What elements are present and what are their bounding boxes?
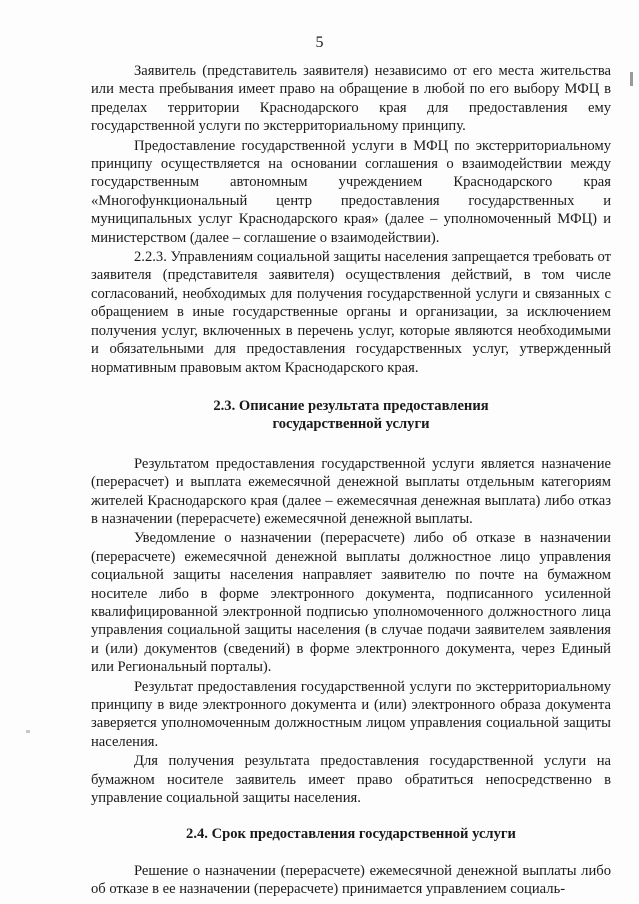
scan-edge-mark <box>630 72 633 86</box>
paragraph-decision: Решение о назначении (перерасчете) ежемесячной денежной выплаты либо об отказе в ее назначении (перерасчете) принимается управлением социаль- <box>91 862 611 898</box>
paragraph-2-2-3: 2.2.3. Управлениям социальной защиты населения запрещается требовать от заявителя (представителя заявителя) осуществления действий, в том числе согласований, необходимых для получения государственной услуги и связанных с обращением в иные государственные органы и организации, за исключением получения услуг, включенных в перечень услуг, которые являются необходимыми и обязательными для предоставления государственных услуг, утвержденный нормативным правовым актом Краснодарского края. <box>91 249 611 376</box>
paragraph-extraterritorial-right: Заявитель (представитель заявителя) независимо от его места жительства или места пребывания имеет право на обращение в любой по его выбору МФЦ в пределах территории Краснодарского края для предоставления ему государственной услуги по экстерриториальному принципу. <box>91 63 611 135</box>
paragraph-paper-result: Для получения результата предоставления государственной услуги на бумажном носителе заявитель имеет право обратиться непосредственно в управление социальной защиты населения. <box>91 753 611 807</box>
page-number: 5 <box>315 34 324 51</box>
section-heading-2-3-line2: государственной услуги <box>272 416 430 433</box>
paragraph-extraterritorial-agreement: Предоставление государственной услуги в МФЦ по экстерриториальному принципу осуществляется на основании соглашения о взаимодействии между государственным автономным учреждением Краснодарского края «Многофункциональный центр предоставления государственных и муниципальных услуг Краснодарского края» (далее – уполномоченный МФЦ) и министерством (далее – соглашение о взаимодействии). <box>91 137 611 246</box>
paragraph-notification: Уведомление о назначении (перерасчете) либо об отказе в назначении (перерасчете) ежемесячной денежной выплаты должностное лицо управления социальной защиты населения направляет заявителю по почте на бумажном носителе либо в форме электронного документа, подписанного усиленной квалифицированной электронной подписью уполномоченного должностного лица управления социальной защиты населения (в случае подачи заявителем заявления и (или) документов (сведений) в форме электронного документа, через Единый или Региональный порталы). <box>91 530 611 676</box>
section-heading-2-3 <box>91 397 611 434</box>
paragraph-electronic-result: Результат предоставления государственной услуги по экстерриториальному принципу в виде электронного документа и (или) электронного образа документа заверяется уполномоченным должностным лицом управления социальной защиты населения. <box>91 678 611 750</box>
section-heading-2-4: 2.4. Срок предоставления государственной услуги <box>186 826 516 843</box>
scan-stray-mark <box>26 730 30 733</box>
paragraph-result: Результатом предоставления государственной услуги является назначение (перерасчет) и выплата ежемесячной денежной выплаты отдельным категориям жителей Краснодарского края (далее – ежемесячная денежная выплата) либо отказ в назначении (перерасчете) ежемесячной денежной выплаты. <box>91 455 611 527</box>
section-heading-2-3-line1: 2.3. Описание результата предоставления <box>213 397 489 414</box>
document-body <box>91 62 611 899</box>
